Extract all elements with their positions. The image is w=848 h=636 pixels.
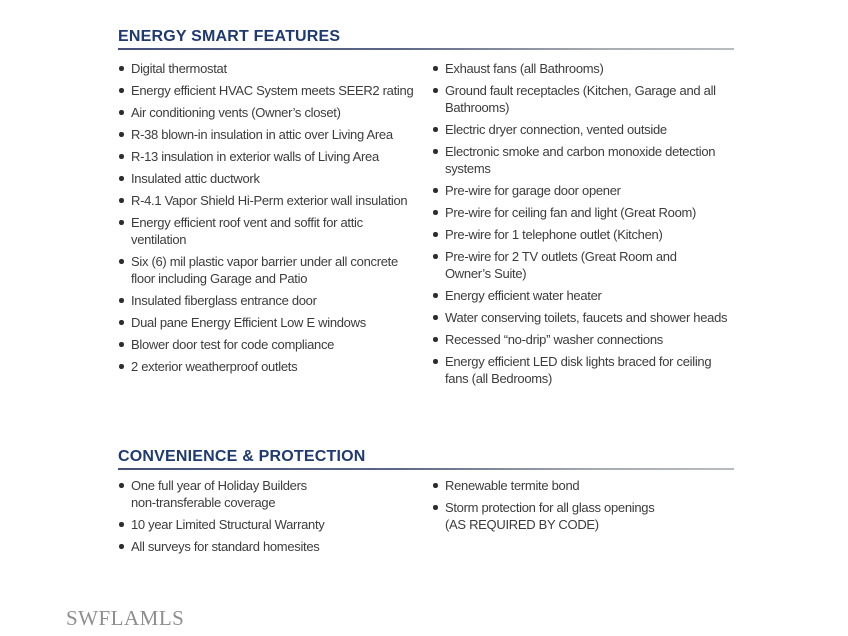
feature-item: All surveys for standard homesites <box>118 538 432 555</box>
feature-item: Energy efficient HVAC System meets SEER2 rating <box>118 82 432 99</box>
feature-columns <box>118 60 734 392</box>
feature-item: Pre-wire for 2 TV outlets (Great Room and Owner’s Suite) <box>432 248 734 282</box>
feature-item: 2 exterior weatherproof outlets <box>118 358 432 375</box>
feature-list-right <box>432 60 734 392</box>
feature-item: 10 year Limited Structural Warranty <box>118 516 432 533</box>
feature-item: R-38 blown-in insulation in attic over Living Area <box>118 126 432 143</box>
feature-item: Blower door test for code compliance <box>118 336 432 353</box>
feature-item: Water conserving toilets, faucets and shower heads <box>432 309 734 326</box>
feature-columns <box>118 477 734 560</box>
feature-item: Energy efficient water heater <box>432 287 734 304</box>
feature-item: Insulated attic ductwork <box>118 170 432 187</box>
feature-list-left <box>118 60 432 392</box>
feature-item: Insulated fiberglass entrance door <box>118 292 432 309</box>
feature-item: Energy efficient roof vent and soffit for attic ventilation <box>118 214 432 248</box>
feature-list-right <box>432 477 734 560</box>
watermark: SWFLAMLS <box>66 606 185 630</box>
feature-item: Electronic smoke and carbon monoxide detection systems <box>432 143 734 177</box>
feature-item: Energy efficient LED disk lights braced for ceiling fans (all Bedrooms) <box>432 353 734 387</box>
feature-item: One full year of Holiday Builders non-transferable coverage <box>118 477 432 511</box>
feature-item: Pre-wire for garage door opener <box>432 182 734 199</box>
feature-item: Renewable termite bond <box>432 477 734 494</box>
feature-item: Pre-wire for 1 telephone outlet (Kitchen) <box>432 226 734 243</box>
feature-item: Exhaust fans (all Bathrooms) <box>432 60 734 77</box>
feature-item: Recessed “no-drip” washer connections <box>432 331 734 348</box>
feature-item: Electric dryer connection, vented outside <box>432 121 734 138</box>
feature-list-left <box>118 477 432 560</box>
section-divider <box>118 48 734 50</box>
feature-item: Ground fault receptacles (Kitchen, Garage and all Bathrooms) <box>432 82 734 116</box>
feature-item: Pre-wire for ceiling fan and light (Great Room) <box>432 204 734 221</box>
feature-item: Dual pane Energy Efficient Low E windows <box>118 314 432 331</box>
feature-item: R-13 insulation in exterior walls of Living Area <box>118 148 432 165</box>
feature-item: Storm protection for all glass openings (AS REQUIRED BY CODE) <box>432 499 734 533</box>
section-convenience-protection <box>118 448 734 560</box>
feature-item: Air conditioning vents (Owner’s closet) <box>118 104 432 121</box>
feature-item: Digital thermostat <box>118 60 432 77</box>
feature-item: R-4.1 Vapor Shield Hi-Perm exterior wall insulation <box>118 192 432 209</box>
section-title-convenience-protection: CONVENIENCE & PROTECTION <box>118 448 366 465</box>
feature-item: Six (6) mil plastic vapor barrier under all concrete floor including Garage and Patio <box>118 253 432 287</box>
section-title-energy-smart-features: ENERGY SMART FEATURES <box>118 28 341 45</box>
section-energy-smart-features <box>118 28 734 392</box>
section-divider <box>118 468 734 470</box>
